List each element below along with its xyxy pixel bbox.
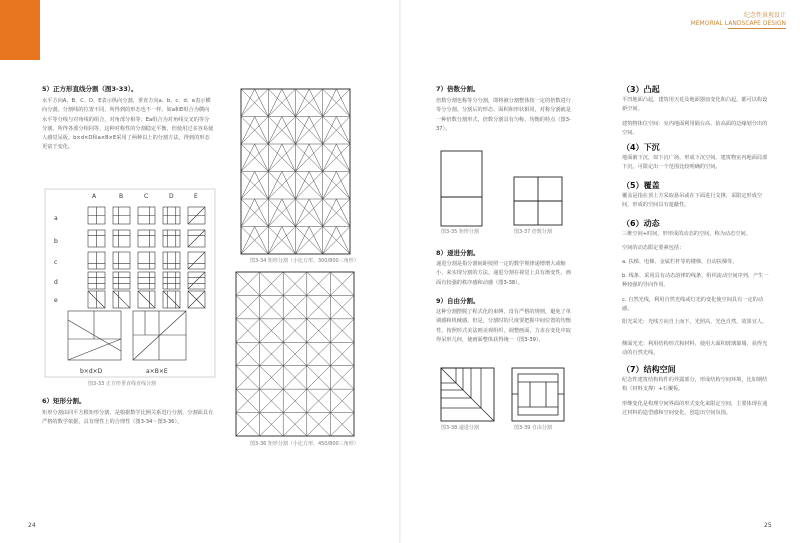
diagonal-line (336, 144, 350, 172)
diagonal-line (336, 172, 350, 200)
s3-paragraph-2: 建筑物体位空间：室内地面利用隔台高、抬高面的边缘划分出的空间。 (622, 121, 768, 137)
diagonal-line (282, 227, 296, 255)
row-label-e: e (54, 297, 58, 304)
diagonal-line (268, 117, 282, 145)
figure-3-33-row-labels (54, 215, 58, 304)
diagonal-line (255, 117, 269, 145)
col-label-A: A (92, 193, 97, 200)
diagonal-line (282, 89, 296, 117)
s6-paragraph-5: c. 自然光线，利用自然光线或灯光的变化使空间具有一定的动感。 (622, 297, 764, 313)
division-cell (163, 272, 180, 289)
header-title (691, 12, 786, 28)
left-page-number: 24 (28, 522, 36, 529)
s7-title: （7）结构空间 (622, 365, 676, 374)
combo-label-1: b×d×D (80, 368, 103, 375)
diagonal-line (268, 227, 282, 255)
col-label-C: C (144, 193, 149, 200)
figure-3-35 (441, 151, 482, 226)
s4-paragraph-1: 地面被下沉，如下沉广场，形成下沉空间。建筑物室内地面局部下沉，可限定出一个范围比较明确的空间。 (622, 155, 768, 171)
division-cell (138, 272, 155, 289)
diagonal-line (309, 199, 323, 227)
diagonal-line (309, 227, 323, 255)
s6-paragraph-6: 阳光采光：光线方向自上而下，光照高，光色自然，效果宜人。 (622, 319, 768, 325)
diagonal-line (296, 199, 310, 227)
diagonal-line (268, 144, 282, 172)
diagonal-line (268, 199, 282, 227)
s6-paragraph-2: 空间的动态限定要素包括： (622, 245, 685, 251)
figure-3-33-col-labels (92, 193, 198, 200)
figure-3-37-caption: 图3-37 倍数分割 (514, 229, 552, 235)
diagonal-line (309, 117, 323, 145)
header-rule (728, 28, 786, 29)
diagonal-line (309, 89, 323, 117)
diagonal-line (282, 117, 296, 145)
figure-3-34-caption: 图3-34 矩形分割（小比方形，300/800三角形） (250, 258, 359, 264)
diagonal-line (323, 144, 337, 172)
division-cell (163, 230, 180, 247)
diagonal-line (323, 199, 337, 227)
diagonal-line (255, 144, 269, 172)
s6-paragraph-3: a. 扶梯、电梯、金属栏杆等的楼梯，自动扶梯等。 (622, 259, 738, 265)
page-gutter (399, 0, 401, 543)
diagonal-line (241, 89, 255, 117)
figure-3-35-caption: 图3-35 矩形分割 (441, 229, 479, 235)
figure-3-37 (514, 177, 562, 225)
col-label-E: E (194, 193, 198, 200)
figure-3-39 (512, 368, 564, 421)
row-label-c: c (54, 259, 58, 266)
diagonal-line (241, 199, 255, 227)
diagonal-line (255, 172, 269, 200)
section8-heading: 8）递进分割。 (436, 249, 480, 257)
row-label-d: d (54, 279, 58, 286)
figure-3-33 (45, 189, 215, 377)
figure-3-36 (236, 272, 354, 436)
section5-heading: 5）正方形直线分割（图3-33）。 (42, 85, 138, 93)
diagonal-line (296, 227, 310, 255)
s3-title: （3）凸起 (622, 85, 660, 94)
diagonal-line (282, 199, 296, 227)
figure-3-34 (241, 89, 350, 254)
s6-paragraph-1: 三维空间+时间，形形成的动态的空间，称为动态空间。 (622, 231, 751, 237)
figure-3-38 (441, 368, 494, 421)
diagonal-line (296, 89, 310, 117)
diagonal-line (336, 227, 350, 255)
figure-3-38-caption: 图3-38 递进分割 (441, 425, 479, 431)
division-cell (138, 230, 155, 247)
diagonal-line (296, 117, 310, 145)
section6-heading: 6）矩形分割。 (42, 397, 86, 405)
diagonal-line (282, 144, 296, 172)
section7-heading: 7）倍数分割。 (436, 85, 480, 93)
s5-title: （5）覆盖 (622, 181, 660, 190)
diagonal-line (255, 227, 269, 255)
diagonal-line (309, 144, 323, 172)
col-label-B: B (119, 193, 124, 200)
diagonal-line (323, 227, 337, 255)
diagonal-line (336, 117, 350, 145)
diagonal-line (241, 227, 255, 255)
diagonal-line (323, 89, 337, 117)
section6-paragraph: 矩形分割由同平方根矩形分割，是根据数学比例关系进行分割，分割面具有严格的数学依据，具有理性上的合理性（图3-34～图3-36）。 (42, 410, 214, 426)
s6-paragraph-7: 侧面光光：利用结构形式和材料，使用大面积玻璃幕墙，获得光动的自然光线。 (622, 341, 768, 357)
division-cell (138, 252, 155, 269)
diagonal-line (296, 172, 310, 200)
s4-title: （4）下沉 (622, 143, 660, 152)
figure-3-33-cells (88, 207, 205, 308)
section5-paragraph: 水平方向A、B、C、D、E表示纵向分割，垂直方向a、b、c、d、e表示横向分割。分割线的位置不同，所得到的形态也不一样。如a和E组合为横向水平等分线与对角线的组合，对角部分相等；Ea组合为对角线交叉的等分分割。所得各部分相同等，这种对称性的分割稳定平衡，但使用过多容易使人感觉呆板。b×d×D和a×B×E采用了两种以上的分割方法，得到的形态更富于变化。 (42, 98, 214, 151)
row-label-b: b (54, 238, 58, 245)
diagonal-line (241, 172, 255, 200)
s7-paragraph-1: 纪念性建筑结构构件的外露部分，形成结构空间环境，比如钢结构（材料支撑）+石覆板。 (622, 377, 768, 393)
s7-paragraph-2: 形继变化是构理空间界面的形式变化来限定空间，主要体现在通过材料的造型感和空间变化，创造出空间氛围。 (622, 401, 768, 417)
division-cell (113, 252, 130, 269)
division-cell (163, 252, 180, 269)
diagonal-line (268, 172, 282, 200)
s6-paragraph-4: b. 线条、采用具有动态韵律的线条，组织流动空间序列，产生一种较强的导向作用。 (622, 273, 769, 289)
diagonal-line (255, 89, 269, 117)
section9-paragraph: 这种分割摆脱了程式化的束缚，没有严格的规则，避免了单调感和机械感。但是，分割时的尺度要把握中间位置的均衡性，按照形式美法则美观组织，调整画面，力求在变化中取得呆形几何，使画面整体获得统一（图3-39）。 (436, 309, 571, 343)
corner-accent-block (0, 0, 40, 60)
figure-3-33-combos (68, 311, 186, 360)
figure-3-33-caption: 图3-33 正方形垂直线直线分割 (88, 381, 156, 387)
header-title-en: MEMORIAL LANDSCAPE DESIGN (690, 20, 786, 27)
figure-3-39-caption: 图3-39 自由分割 (514, 425, 552, 431)
diagonal-line (336, 199, 350, 227)
diagonal-line (323, 117, 337, 145)
right-page-number: 25 (764, 522, 772, 529)
diagonal-line (282, 172, 296, 200)
s6-title: （6）动态 (622, 219, 660, 228)
diagonal-line (296, 144, 310, 172)
combo-label-2: a×B×E (146, 368, 168, 375)
s5-paragraph-1: 覆盖是指在顶上方采取悬吊或在下面进行支撑，采限定形成空间，形成的空间具有遮蔽性。 (622, 193, 763, 209)
division-cell (113, 230, 130, 247)
diagonal-line (241, 144, 255, 172)
header-title-cn: 纪念性景观设计 (743, 12, 786, 19)
diagonal-line (255, 199, 269, 227)
section8-paragraph: 递进分割是指分割间距按照一定的数学规律递增增大或缩小，来实现分割的方法。递进分割在视觉上具有渐变性，画面有较强的秩序感和动感（图3-38）。 (436, 261, 571, 286)
diagonal-line (309, 172, 323, 200)
diagonal-line (323, 172, 337, 200)
diagonal-line (268, 89, 282, 117)
s3-paragraph-1: 平凹地面凸起，建筑用天花及地面器皿变化和凸起，都可以构设新空间。 (622, 97, 768, 113)
section9-heading: 9）自由分割。 (436, 297, 480, 305)
col-label-D: D (169, 193, 174, 200)
division-cell (113, 272, 130, 289)
diagonal-line (241, 117, 255, 145)
diagonal-line (336, 89, 350, 117)
section7-paragraph: 倍数分割也称等分分割，即将被分割整体按一定的倍数进行等分分割。分割后的形态、面积和形状相同，对称分割就是一种倍数分割形式，倍数分割具有匀称、均衡的特点（图3-37）。 (436, 98, 571, 132)
figure-3-36-caption: 图3-36 矩形分割（小比方形，450/800三角形） (250, 441, 359, 447)
row-label-a: a (54, 215, 58, 222)
